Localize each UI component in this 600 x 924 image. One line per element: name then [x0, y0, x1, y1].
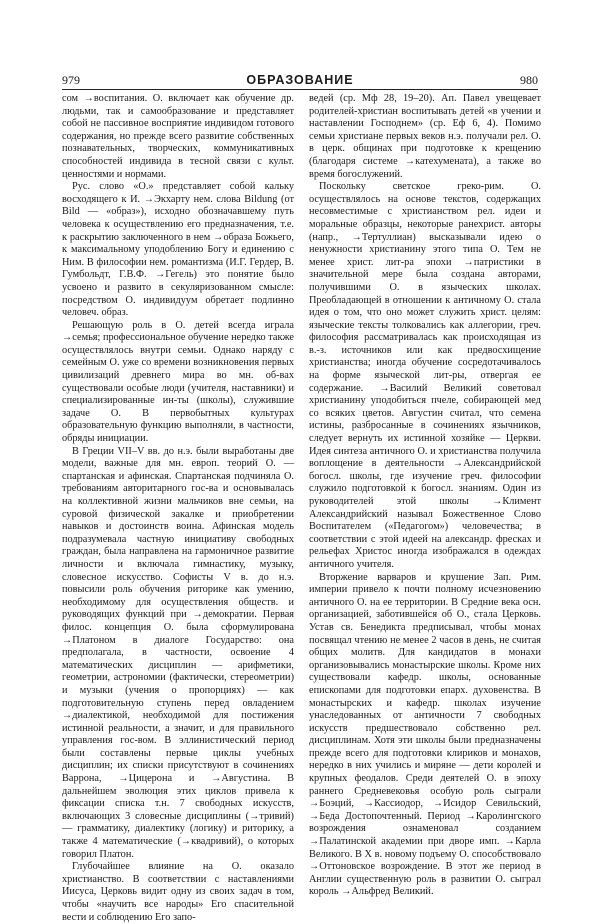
running-head-title: ОБРАЗОВАНИЕ [246, 73, 354, 87]
header-rule [62, 89, 538, 90]
right-column [309, 93, 541, 924]
page-header [62, 72, 538, 90]
paragraph: Решающую роль в О. детей всегда играла →семья; профессиональное обучение нередко также осуществлялось внутри семьи. Однако наряду с семейным О. уже со времени возникновения первых цивилизаций древнего мира во мн. об-вах существовали особые люди (учителя, наставники) и специализированные ин-ты (школы), служившие задаче О. В первобытных культурах образовательную функцию выполняли, в частности, обряды инициации. [62, 319, 294, 445]
page-number-left: 979 [62, 73, 80, 87]
paragraph: Рус. слово «О.» представляет собой кальку восходящего к И. →Экхарту нем. слова Bildung (от Bild — «образ»), исходно обозначавшему путь человека к осуществлению его предназначения, т.е. к раскрытию заключенного в нем →образа Божьего, к максимальному уподоблению Богу и единению с Ним. В философии нем. романтизма (И.Г. Гердер, В. Гумбольдт, Г.В.Ф. →Гегель) это понятие было усвоено и развито в секуляризованном смысле: посредством О. индивидуум обретает подлинно человеч. образ. [62, 181, 294, 319]
page-number-right: 980 [520, 73, 538, 87]
paragraph: ведей (ср. Мф 28, 19–20). Ап. Павел увещевает родителей-христиан воспитывать детей «в учении и наставлении Господнем» (ср. Еф 6, 4). Помимо семьи христиане первых веков н.э. получали рел. О. в церк. общинах при подготовке к крещению (благодаря системе →катехумената), а также во время богослужений. [309, 93, 541, 180]
paragraph: Вторжение варваров и крушение Зап. Рим. империи привело к почти полному исчезновению античного О. на ее территории. В Средние века осн. организацией, заботившейся об О., стала Церковь. Устав св. Бенедикта предписывал, чтобы монах посвящал чтению не менее 2 часов в день, не считая общих молитв. Для кандидатов в монахи организовывались монастырские школы. Кроме них существовали кафедр. школы, основанные епископами для подготовки епарх. духовенства. В монастырских и кафедр. школах изучение унаследованных от античности 7 свободных искусств предшествовало собственно рел. дисциплинам. Хотя эти школы были предназначены прежде всего для подготовки клириков и монахов, нередко в них учились и миряне — дети королей и крупных феодалов. Среди деятелей О. в эпоху раннего Средневековья особую роль сыграли →Боэций, →Кассиодор, →Исидор Севильский, →Беда Достопочтенный. Период →Каролингского возрождения ознаменовал созданием →Палатинской академии при дворе имп. →Карла Великого. В X в. новому подъему О. способствовало →Оттоновское возрождение. В этот же период в Англии существенную роль в развитии О. сыграл король →Альфред Великий. [309, 571, 541, 898]
paragraph: Глубочайшее влияние на О. оказало христианство. В соответствии с наставлениями Иисуса, Церковь видит одну из своих задач в том, чтобы «научить все народы» Его спасительной вести и соблюдению Его запо- [62, 861, 294, 923]
paragraph: В Греции VII–V вв. до н.э. были выработаны две модели, важные для мн. европ. теорий О. — спартанская и афинская. Спартанская подчиняла О. требованиям авторитарного гос-ва и основывалась на коллективной жизни мальчиков вне семьи, на суровой физической закалке и приобретении навыков и достоинств воина. Афинская модель подразумевала частную инициативу свободных граждан, была направлена на гармоничное развитие личности и включала гимнастику, музыку, словесное искусство. Софисты V в. до н.э. повысили роль обучения риторике как умению, необходимому для осуществления обществ. и руководящих функций при →демократии. Первая филос. концепция О. была сформулирована →Платоном в диалоге Государство: она предполагала, в частности, освоение 4 математических дисциплин — арифметики, геометрии, астрономии (фактически, стереометрии) и музыки (учения о пропорциях) — как подготовительную ступень перед овладением →диалектикой, необходимой для постижения истинной реальности, а значит, и для правильного управления гос-вом. В эллинистический период были составлены первые циклы учебных дисциплин; их списки присутствуют в сочинениях Варрона, →Цицерона и →Августина. В дальнейшем эволюция этих циклов привела к фиксации списка т.н. 7 свободных искусств, включающих 3 словесные дисциплины (→тривий) — грамматику, диалектику (логику) и риторику, а также 4 математические (→квадривий), о которых говорил Платон. [62, 445, 294, 860]
text-columns [62, 93, 541, 924]
paragraph: Поскольку светское греко-рим. О. осуществлялось на основе текстов, содержащих несовместимые с христианством рел. идеи и моральные образцы, некоторые ранехрист. авторы (напр., →Тертуллиан) высказывали идею о ненужности христианину этого типа О. Тем не менее христ. лит-ра эпохи →патристики в значительной мере была создана авторами, получившими О. в языческих школах. Преобладающей в отношении к античному О. стала идея о том, что оно может служить христ. целям: языческие тексты толковались как аллегории, греч. философия рассматривалась как происходящая из в.-з. источников или как предвосхищение христианства; иногда обучение сосредотачивалось на форме языческой лит-ры, отвергая ее содержание. →Василий Великий советовал христианину уподобиться пчеле, собирающей мед со всяких цветов. Августин считал, что семена истины, разбросанные в сочинениях язычников, следует вернуть их истинной хозяйке — Церкви. Идея синтеза античного О. и христианства получила воплощение в деятельности →Александрийской богосл. школы, где изучение греч. философии служило подготовкой к богосл. знаниям. Один из руководителей этой школы →Климент Александрийский называл Божественное Слово Воспитателем («Педагогом») человечества; в соответствии с этой идеей на александр. фресках и рельефах Христос иногда изображался в одеждах античного учителя. [309, 181, 541, 570]
left-column [62, 93, 294, 924]
paragraph: сом →воспитания. О. включает как обучение др. людьми, так и самообразование и представляет собой не пассивное восприятие индивидом готового содержания, но прежде всего развитие собственных познавательных, творческих, коммуникативных способностей индивида в тесной связи с культ. ценностями и нормами. [62, 93, 294, 180]
